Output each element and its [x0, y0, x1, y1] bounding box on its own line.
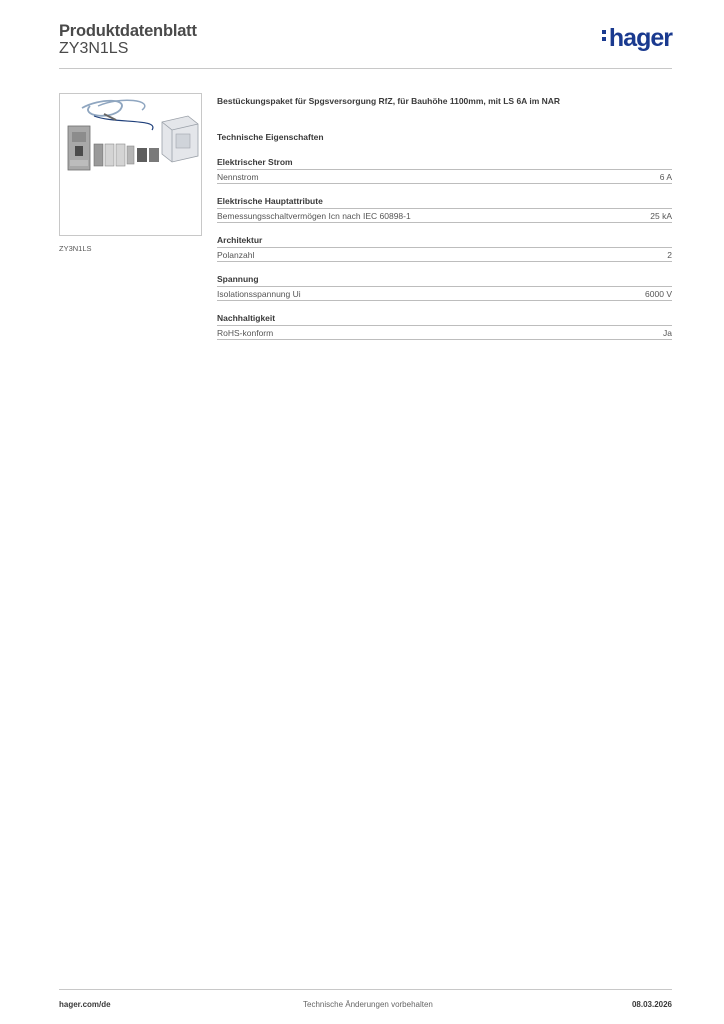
spec-group: [217, 196, 672, 223]
footer-notice: Technische Änderungen vorbehalten: [303, 1000, 433, 1009]
spec-row: [217, 170, 672, 184]
page-header: [59, 20, 672, 69]
spec-label: Polanzahl: [217, 250, 255, 260]
spec-row: [217, 209, 672, 223]
hager-logo: [602, 26, 672, 51]
spec-row: [217, 326, 672, 340]
spec-group: [217, 235, 672, 262]
spec-group-title: Nachhaltigkeit: [217, 313, 672, 326]
footer-website-link[interactable]: hager.com/de: [59, 1000, 111, 1009]
spec-value: Ja: [663, 328, 672, 338]
footer-date: 08.03.2026: [631, 1000, 672, 1009]
spec-label: Nennstrom: [217, 172, 259, 182]
spec-group-title: Spannung: [217, 274, 672, 287]
image-caption: ZY3N1LS: [59, 244, 92, 253]
logo-text: hager: [608, 24, 672, 52]
spec-group: [217, 313, 672, 340]
spec-group-title: Elektrische Hauptattribute: [217, 196, 672, 209]
product-illustration-icon: [60, 94, 201, 235]
spec-value: 6000 V: [645, 289, 672, 299]
spec-row: [217, 248, 672, 262]
section-title: Technische Eigenschaften: [217, 132, 324, 142]
page-footer: [59, 989, 672, 1014]
spec-group-title: Architektur: [217, 235, 672, 248]
product-code: ZY3N1LS: [59, 40, 129, 57]
product-description: Bestückungspaket für Spgsversorgung RfZ, für Bauhöhe 1100mm, mit LS 6A im NAR: [217, 96, 561, 106]
spec-value: 25 kA: [650, 211, 672, 221]
spec-value: 2: [667, 250, 672, 260]
product-image: [59, 93, 202, 236]
spec-label: Isolationsspannung Ui: [217, 289, 301, 299]
spec-value: 6 A: [659, 172, 672, 182]
page-title: Produktdatenblatt: [59, 22, 197, 40]
spec-label: RoHS-konform: [217, 328, 274, 338]
spec-group: [217, 274, 672, 301]
spec-content: [217, 96, 672, 340]
spec-group: [217, 157, 672, 184]
spec-row: [217, 287, 672, 301]
spec-group-title: Elektrischer Strom: [217, 157, 672, 170]
logo-dots-icon: [602, 27, 607, 44]
spec-label: Bemessungsschaltvermögen Icn nach IEC 60898-1: [217, 211, 411, 221]
